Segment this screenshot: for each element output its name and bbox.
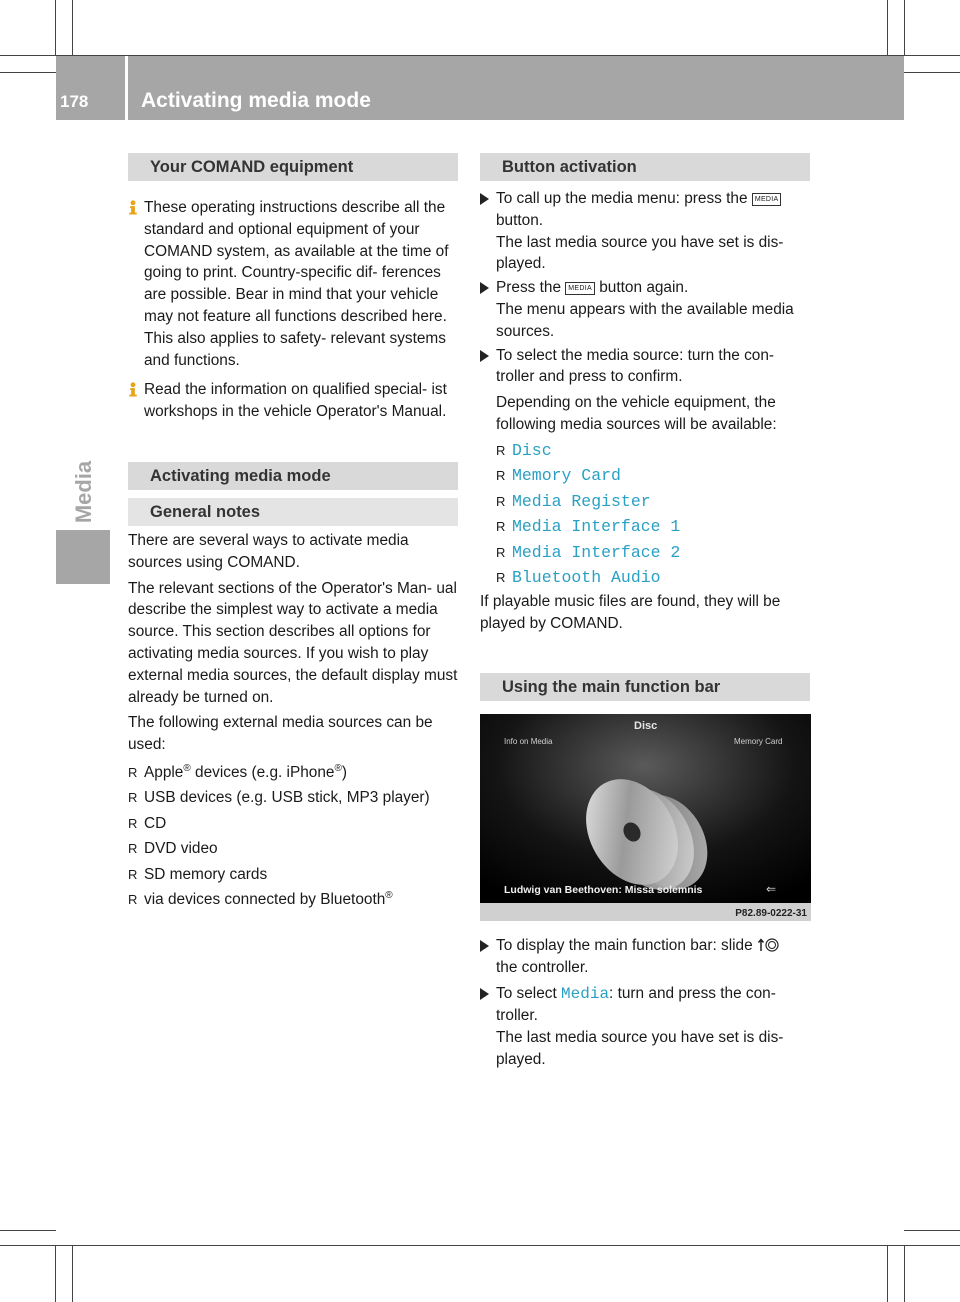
screen-track-title: Ludwig van Beethoven: Missa solemnis: [504, 884, 703, 896]
crop-mark: [904, 1245, 905, 1302]
paragraph: There are several ways to activate media sources using COMAND.: [128, 531, 409, 571]
crop-mark: [0, 1245, 960, 1246]
media-source-item: R Media Interface 1: [496, 517, 681, 537]
crop-mark: [904, 0, 905, 56]
header-divider: [125, 56, 128, 120]
info-note: Read the information on qualified special- ist workshops in the vehicle Operator's Manual.: [128, 379, 458, 423]
step-arrow-icon: [480, 350, 489, 362]
instruction-step: To call up the media menu: press the MEDIA button. The last media source you have set is dis- played.: [480, 188, 810, 275]
crop-mark: [72, 0, 73, 56]
paragraph: The relevant sections of the Operator's Man- ual describe the simplest way to activate a media source. This section describes all options for activating media sources. If you wish to play external media sources, the default display must already be turned on.: [128, 579, 458, 706]
page-number: 178: [60, 92, 89, 111]
instruction-step: To select Media: turn and press the con- troller. The last media source you have set is dis- played.: [480, 983, 810, 1071]
media-source-item: R Media Register: [496, 491, 651, 511]
section-heading-button-activation: Button activation: [480, 153, 810, 181]
media-source-item: R Bluetooth Audio: [496, 568, 661, 588]
step-arrow-icon: [480, 940, 489, 952]
list-item: R SD memory cards: [128, 865, 268, 883]
comand-display-image: [480, 714, 811, 921]
image-caption-bar: [480, 903, 811, 921]
list-item: R DVD video: [128, 840, 218, 858]
info-icon: [126, 200, 140, 215]
section-heading-main-function-bar: Using the main function bar: [480, 673, 810, 701]
side-tab-label: Media: [71, 460, 96, 524]
instruction-step: To display the main function bar: slide the controller.: [480, 935, 810, 979]
instruction-step: To select the media source: turn the con- troller and press to confirm. Depending on the vehicle equipment, the following media sources will be available: R Disc R Memory Card R Media Register R Media Interface 1 R Media Interface 2 R Bluetooth Audio If playable music files are found, they will be played by COMAND.: [480, 345, 810, 635]
media-source-item: R Memory Card: [496, 466, 621, 486]
list-item: R CD: [128, 814, 167, 832]
crop-mark: [887, 0, 888, 56]
crop-mark: [904, 72, 960, 73]
crop-mark: [0, 1230, 56, 1231]
section-heading-equipment: Your COMAND equipment: [128, 153, 458, 181]
crop-mark: [55, 1245, 56, 1302]
page-title: Activating media mode: [141, 89, 371, 112]
list-item: R via devices connected by Bluetooth®: [128, 890, 393, 909]
list-item: R Apple® devices (e.g. iPhone®): [128, 762, 347, 781]
step-arrow-icon: [480, 988, 489, 1000]
menu-item-media: Media: [561, 984, 610, 1003]
controller-slide-up-icon: [757, 937, 779, 953]
left-column: [128, 153, 458, 913]
info-note: These operating instructions describe all the standard and optional equipment of your COMAND system, as available at the time of going to print. Country-specific dif- ferences are possible. Bear in mind that your vehicle may not feature all functions described here. This also applies to safety- relevant systems and functions.: [128, 197, 458, 371]
step-arrow-icon: [480, 282, 489, 294]
section-heading-activating: Activating media mode: [128, 462, 458, 490]
media-key-icon: MEDIA: [752, 193, 782, 206]
screen-title: Disc: [634, 720, 658, 732]
info-icon: [126, 382, 140, 397]
instruction-step: Press the MEDIA button again. The menu appears with the available media sources.: [480, 277, 810, 342]
image-id: P82.89-0222-31: [735, 908, 807, 919]
crop-mark: [72, 1245, 73, 1302]
paragraph: The following external media sources can be used:: [128, 714, 433, 754]
media-key-icon: MEDIA: [565, 282, 595, 295]
media-source-item: R Media Interface 2: [496, 542, 681, 562]
step-arrow-icon: [480, 193, 489, 205]
crop-mark: [887, 1245, 888, 1302]
paragraph: If playable music files are found, they will be played by COMAND.: [480, 592, 781, 632]
screen-label-right: Memory Card: [734, 737, 783, 746]
section-heading-general: General notes: [128, 498, 458, 526]
crop-mark: [55, 0, 56, 56]
crop-mark: [0, 72, 56, 73]
right-column: [480, 153, 810, 701]
list-item: R USB devices (e.g. USB stick, MP3 player): [128, 789, 430, 807]
back-arrow-icon: ⇐: [766, 882, 777, 896]
side-tab-marker: [56, 530, 110, 584]
right-column-lower: [480, 935, 810, 1071]
media-source-item: R Disc: [496, 440, 552, 460]
crop-mark: [904, 1230, 960, 1231]
screen-label-left: Info on Media: [504, 737, 553, 746]
